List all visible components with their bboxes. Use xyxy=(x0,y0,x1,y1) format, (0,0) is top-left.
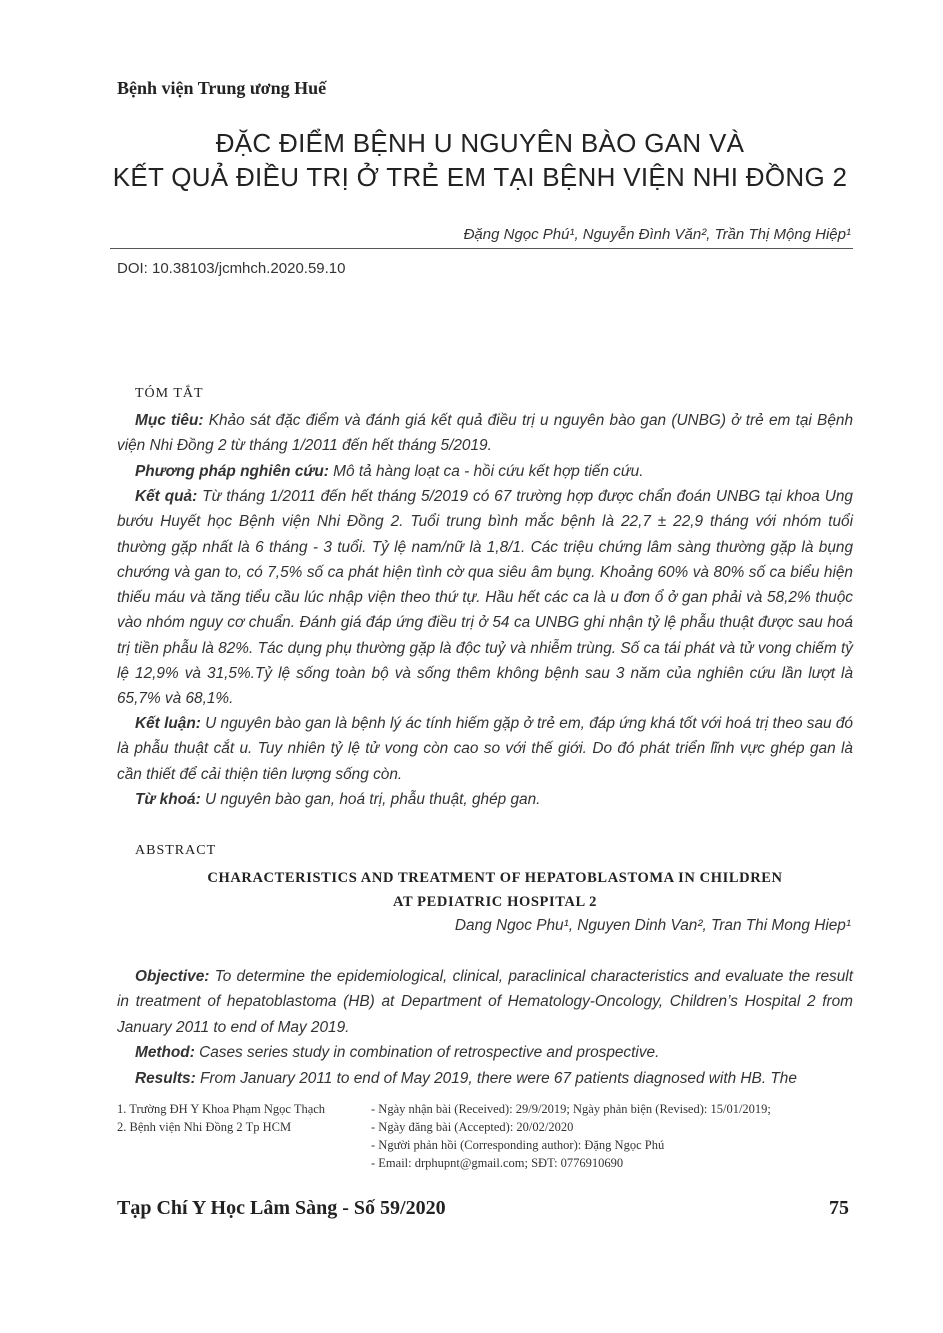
english-title-line-1: CHARACTERISTICS AND TREATMENT OF HEPATOBLASTOMA IN CHILDREN xyxy=(207,870,783,886)
divider xyxy=(110,248,853,249)
ket-qua-text: Từ tháng 1/2011 đến hết tháng 5/2019 có 67 trường hợp được chẩn đoán UNBG tại khoa Ung bướu Huyết học Bệnh viện Nhi Đồng 2. Tuổi trung bình mắc bệnh là 22,7 ± 22,9 tháng với nhóm tuổi thường gặp nhất là 6 tháng - 3 tuổi. Tỷ lệ nam/nữ là 1,8/1. Các triệu chứng lâm sàng thường gặp là bụng chướng và gan to, có 7,5% số ca phát hiện tình cờ qua siêu âm bụng. Khoảng 60% và 80% số ca biểu hiện thiếu máu và tăng tiểu cầu lúc nhập viện theo thứ tự. Hầu hết các ca là u đơn ổ ở gan phải và 58,2% thuộc vào nhóm nguy cơ chuẩn. Đánh giá đáp ứng điều trị ở 54 ca UNBG ghi nhận tỷ lệ phẫu thuật được sau hoá trị tiền phẫu là 82%. Tác dụng phụ thường gặp là độc tuỷ và nhiễm trùng. Số ca tái phát và tử vong chiếm tỷ lệ 12,9% và 31,5%.Tỷ lệ sống toàn bộ và sống thêm không bệnh sau 3 năm của nghiên cứu lần lượt là 65,7% và 68,1%. xyxy=(117,488,853,708)
affiliation-2: 2. Bệnh viện Nhi Đồng 2 Tp HCM xyxy=(117,1120,292,1134)
method-label: Method: xyxy=(135,1044,195,1061)
muc-tieu-text: Khảo sát đặc điểm và đánh giá kết quả điều trị u nguyên bào gan (UNBG) ở trẻ em tại Bệnh viện Nhi Đồng 2 từ tháng 1/2011 đến hết tháng 5/2019. xyxy=(117,412,853,455)
footer-journal-name: Tạp Chí Y Học Lâm Sàng - Số 59/2020 xyxy=(117,1197,446,1219)
results-paragraph xyxy=(117,1066,853,1091)
method-text: Cases series study in combination of retrospective and prospective. xyxy=(194,1044,660,1061)
english-title xyxy=(100,866,890,914)
method-paragraph xyxy=(117,1040,853,1065)
ket-qua-paragraph xyxy=(117,484,853,712)
ket-luan-text: U nguyên bào gan là bệnh lý ác tính hiếm gặp ở trẻ em, đáp ứng khá tốt với hoá trị theo sau đó là phẫu thuật cắt u. Tuy nhiên tỷ lệ tử vong còn cao so với thế giới. Do đó phát triển lĩnh vực ghép gan là cần thiết để cải thiện tiên lượng sống còn. xyxy=(117,715,853,783)
results-text: From January 2011 to end of May 2019, there were 67 patients diagnosed with HB. The xyxy=(195,1070,797,1087)
author-list-en: Dang Ngoc Phu¹, Nguyen Dinh Van², Tran Thi Mong Hiep¹ xyxy=(454,917,851,934)
tu-khoa-paragraph xyxy=(117,787,853,812)
muc-tieu-label: Mục tiêu: xyxy=(135,412,204,429)
ket-qua-label: Kết quả: xyxy=(135,488,198,505)
page-number: 75 xyxy=(829,1197,849,1219)
english-title-line-2: AT PEDIATRIC HOSPITAL 2 xyxy=(392,894,598,910)
title-line-1: ĐẶC ĐIỂM BỆNH U NGUYÊN BÀO GAN VÀ xyxy=(215,128,745,158)
author-list-vi: Đặng Ngọc Phú¹, Nguyễn Đình Văn², Trần Thị Mộng Hiệp¹ xyxy=(463,226,851,243)
doi-text: DOI: 10.38103/jcmhch.2020.59.10 xyxy=(117,260,346,277)
title-line-2: KẾT QUẢ ĐIỀU TRỊ Ở TRẺ EM TẠI BỆNH VIỆN NHI ĐỒNG 2 xyxy=(112,162,848,192)
tu-khoa-text: U nguyên bào gan, hoá trị, phẫu thuật, ghép gan. xyxy=(200,791,541,808)
phuong-phap-paragraph xyxy=(117,459,853,484)
affiliations xyxy=(117,1100,372,1136)
objective-text: To determine the epidemiological, clinical, paraclinical characteristics and evaluate the result in treatment of hepatoblastoma (HB) at Department of Hematology-Oncology, Children’s Hospital 2 from January 2011 to end of May 2019. xyxy=(117,968,853,1036)
results-label: Results: xyxy=(135,1070,196,1087)
submission-info xyxy=(371,1100,853,1172)
phuong-phap-label: Phương pháp nghiên cứu: xyxy=(135,463,329,480)
running-header: Bệnh viện Trung ương Huế xyxy=(117,78,327,98)
objective-paragraph xyxy=(117,964,853,1040)
abstract-heading: ABSTRACT xyxy=(135,843,217,858)
phuong-phap-text: Mô tả hàng loạt ca - hồi cứu kết hợp tiến cứu. xyxy=(328,463,644,480)
muc-tieu-paragraph xyxy=(117,408,853,459)
tu-khoa-label: Từ khoá: xyxy=(135,791,201,808)
ket-luan-paragraph xyxy=(117,711,853,787)
tomtat-heading: TÓM TẮT xyxy=(135,386,204,401)
corresponding-author: - Người phản hồi (Corresponding author): Đặng Ngọc Phú xyxy=(371,1138,665,1152)
affiliation-1: 1. Trường ĐH Y Khoa Phạm Ngọc Thạch xyxy=(117,1102,326,1116)
objective-label: Objective: xyxy=(135,968,210,985)
ket-luan-label: Kết luận: xyxy=(135,715,201,732)
received-date: - Ngày nhận bài (Received): 29/9/2019; Ngày phản biện (Revised): 15/01/2019; xyxy=(371,1102,771,1116)
contact-info: - Email: drphupnt@gmail.com; SĐT: 0776910690 xyxy=(371,1156,624,1170)
accepted-date: - Ngày đăng bài (Accepted): 20/02/2020 xyxy=(371,1120,574,1134)
article-title xyxy=(100,126,860,194)
